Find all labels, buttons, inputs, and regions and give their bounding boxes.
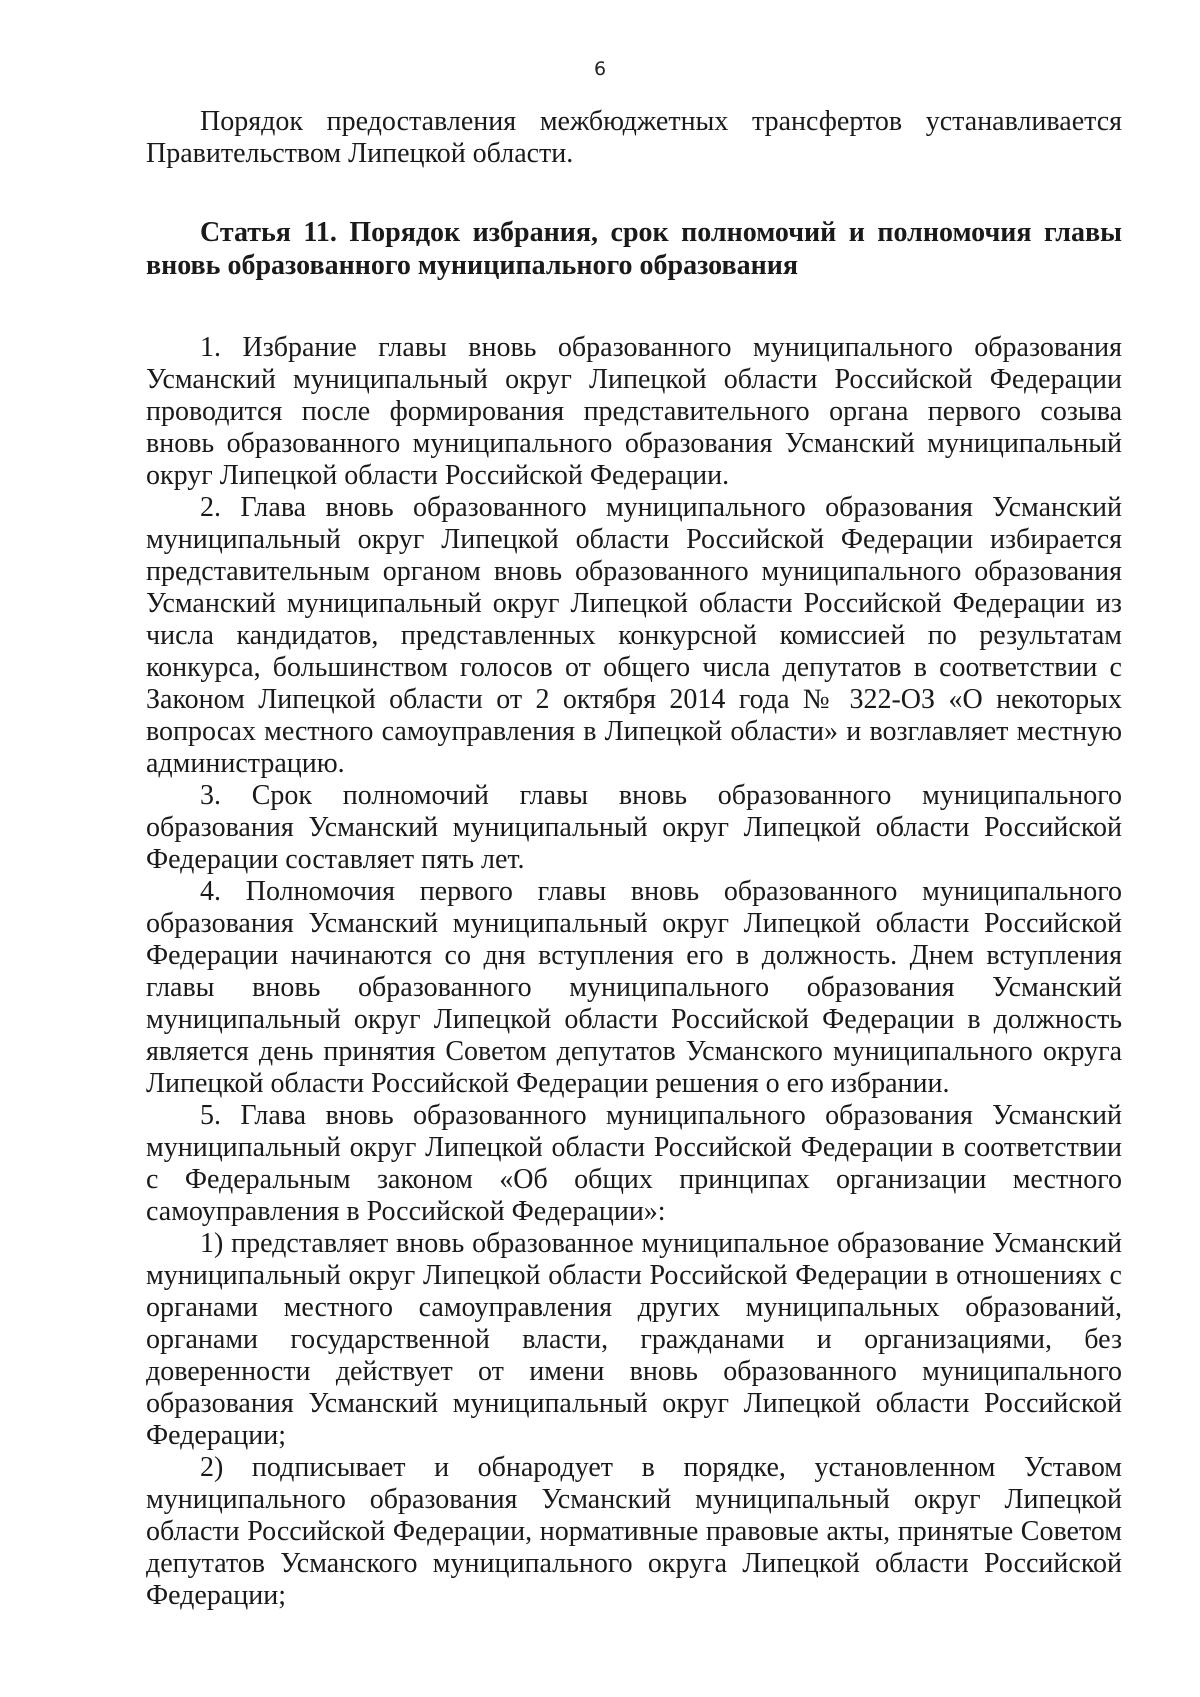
article-subitem-1: 1) представляет вновь образованное муниципальное образование Усманский муниципальный округ Липецкой области Российской Федерации в отношениях с органами местного самоуправления других муниципальных образований, органами государственной власти, гражданами и организациями, без доверенности действует от имени вновь образованного муниципального образования Усманский муниципальный округ Липецкой области Российской Федерации;	[146, 1228, 1122, 1451]
article-paragraph-5: 5. Глава вновь образованного муниципального образования Усманский муниципальный округ Липецкой области Российской Федерации в соответствии с Федеральным законом «Об общих принципах организации местного самоуправления в Российской Федерации»:	[146, 1100, 1122, 1227]
article-paragraph-2: 2. Глава вновь образованного муниципального образования Усманский муниципальный округ Липецкой области Российской Федерации избирается представительным органом вновь образованного муниципального образования Усманский муниципальный округ Липецкой области Российской Федерации из числа кандидатов, представленных конкурсной комиссией по результатам конкурса, большинством голосов от общего числа депутатов в соответствии с Законом Липецкой области от 2 октября 2014 года № 322-ОЗ «О некоторых вопросах местного самоуправления в Липецкой области» и возглавляет местную администрацию.	[146, 492, 1122, 779]
article-paragraph-1: 1. Избрание главы вновь образованного муниципального образования Усманский муниципальный округ Липецкой области Российской Федерации проводится после формирования представительного органа первого созыва вновь образованного муниципального образования Усманский муниципальный округ Липецкой области Российской Федерации.	[146, 332, 1122, 491]
article-paragraph-3: 3. Срок полномочий главы вновь образованного муниципального образования Усманский муниципальный округ Липецкой области Российской Федерации составляет пять лет.	[146, 780, 1122, 875]
article-paragraph-4: 4. Полномочия первого главы вновь образованного муниципального образования Усманский муниципальный округ Липецкой области Российской Федерации начинаются со дня вступления его в должность. Днем вступления главы вновь образованного муниципального образования Усманский муниципальный округ Липецкой области Российской Федерации в должность является день принятия Советом депутатов Усманского муниципального округа Липецкой области Российской Федерации решения о его избрании.	[146, 876, 1122, 1099]
page-number: 6	[593, 58, 607, 80]
article-subitem-2: 2) подписывает и обнародует в порядке, установленном Уставом муниципального образования Усманский муниципальный округ Липецкой области Российской Федерации, нормативные правовые акты, принятые Советом депутатов Усманского муниципального округа Липецкой области Российской Федерации;	[146, 1452, 1122, 1611]
intro-paragraph: Порядок предоставления межбюджетных трансфертов устанавливается Правительством Липецкой области.	[146, 106, 1122, 169]
article-body	[146, 332, 1122, 1612]
page-content	[146, 106, 1122, 1612]
article-heading: Статья 11. Порядок избрания, срок полномочий и полномочия главы вновь образованного муниципального образования	[146, 217, 1122, 281]
article-heading-block	[146, 216, 1122, 282]
